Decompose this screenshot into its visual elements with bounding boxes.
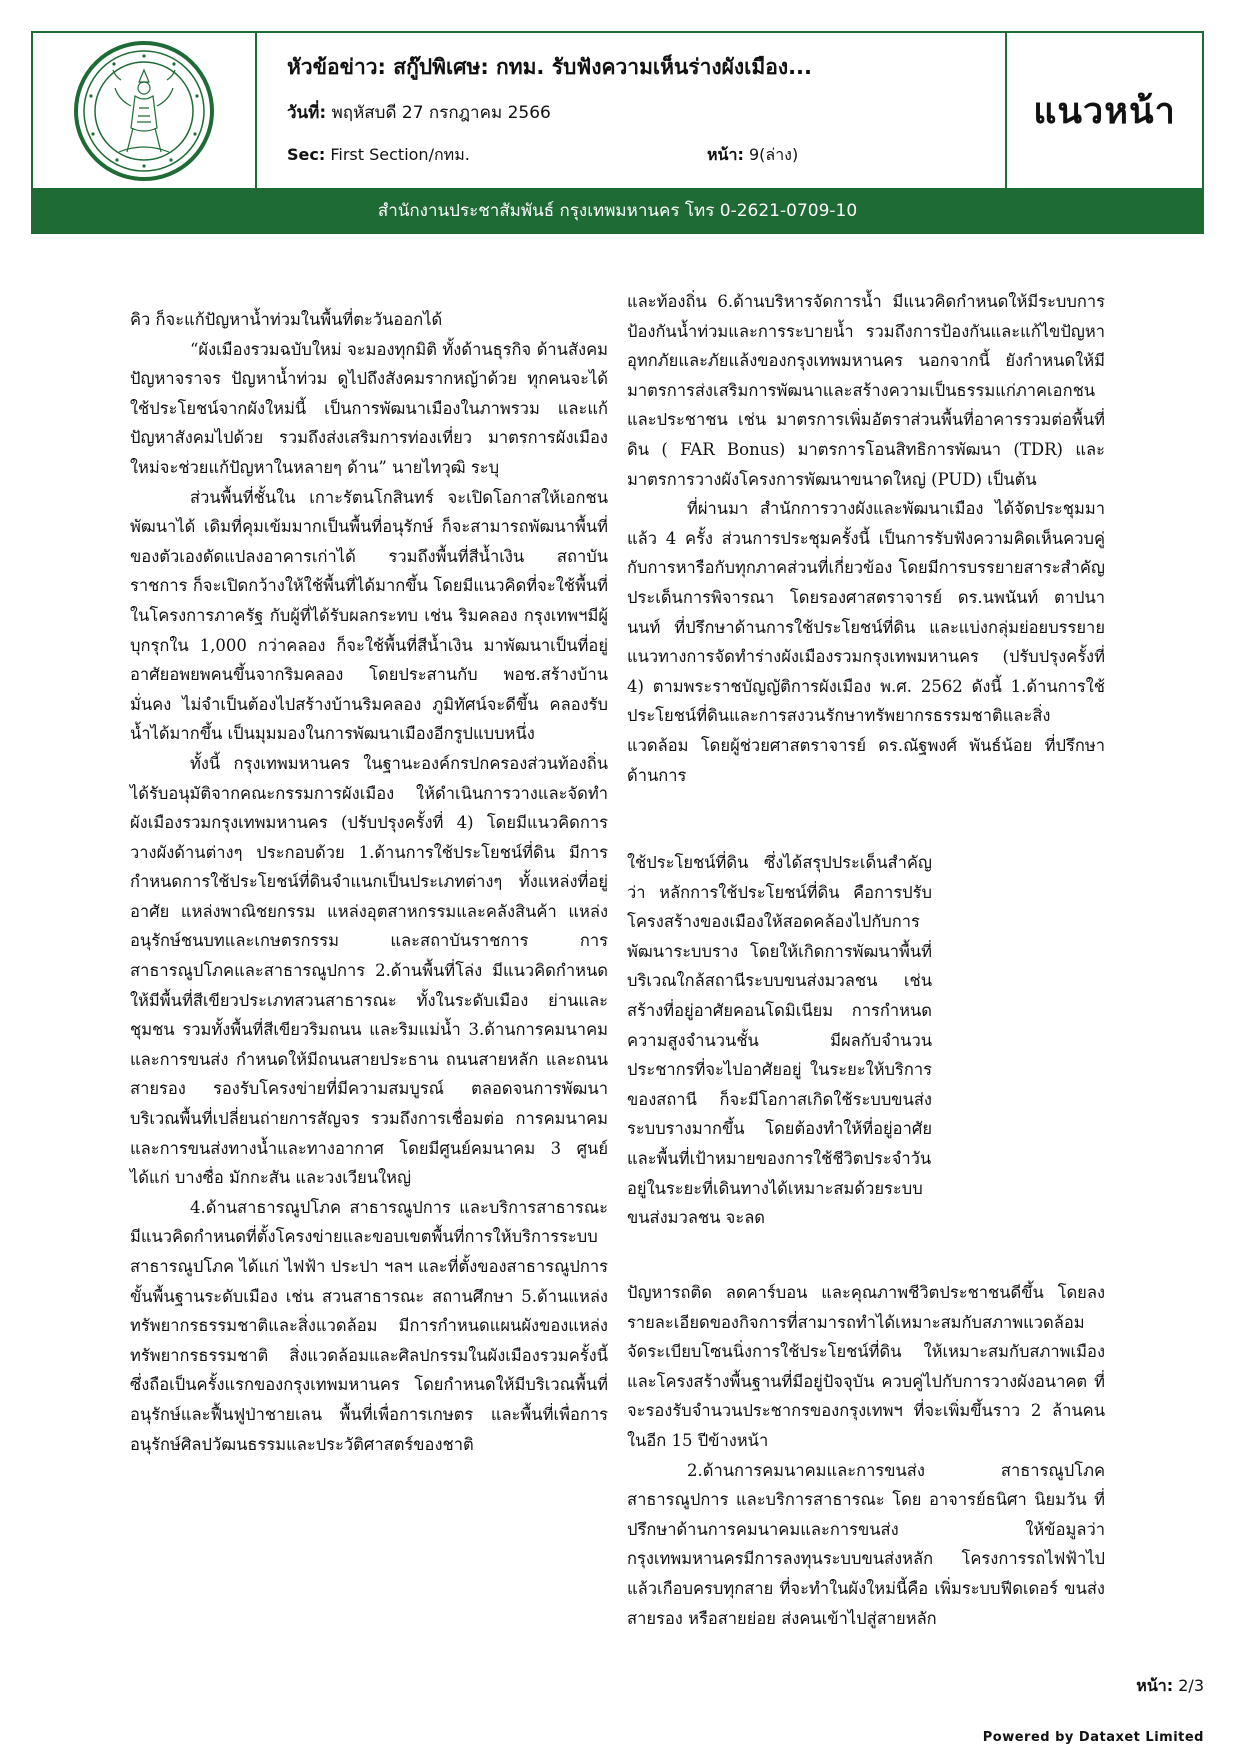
section-value: First Section/กทม.	[330, 145, 470, 164]
paragraph: ปัญหารถติด ลดคาร์บอน และคุณภาพชีวิตประชาชนดีขึ้น โดยลงรายละเอียดของกิจการที่สามารถทำได้เหมาะสมกับสภาพแวดล้อม จัดระเบียบโซนนิ่งการใช้ประโยชน์ที่ดิน ให้เหมาะสมกับสภาพเมืองและโครงสร้างพื้นฐานที่มีอยู่ปัจจุบัน ควบคู่ไปกับการวางผังอนาคต ที่จะรองรับจำนวนประชากรของกรุงเทพฯ ที่จะเพิ่มขึ้นราว 2 ล้านคน ในอีก 15 ปีข้างหน้า	[627, 1283, 1105, 1450]
headline	[287, 51, 812, 84]
paragraph: ทั้งนี้ กรุงเทพมหานคร ในฐานะองค์กรปกครองส่วนท้องถิ่น ได้รับอนุมัติจากคณะกรรมการผังเมือง ให้ดำเนินการวางและจัดทำผังเมืองรวมกรุงเทพมหานคร (ปรับปรุงครั้งที่ 4) โดยมีแนวคิดการวางผังด้านต่างๆ ประกอบด้วย 1.ด้านการใช้ประโยชน์ที่ดิน มีการกำหนดการใช้ประโยชน์ที่ดินจำแนกเป็นประเภทต่างๆ ทั้งแหล่งที่อยู่อาศัย แหล่งพาณิชยกรรม แหล่งอุตสาหกรรมและคลังสินค้า แหล่งอนุรักษ์ชนบทและเกษตรกรรม และสถาบันราชการ การสาธารณูปโภคและสาธารณูปการ 2.ด้านพื้นที่โล่ง มีแนวคิดกำหนดให้มีพื้นที่สีเขียวประเภทสวนสาธารณะ ทั้งในระดับเมือง ย่านและชุมชน รวมทั้งพื้นที่สีเขียวริมถนน และริมแม่น้ำ 3.ด้านการคมนาคมและการขนส่ง กำหนดให้มีถนนสายประธาน ถนนสายหลัก และถนนสายรอง รองรับโครงข่ายที่มีความสมบูรณ์ ตลอดจนการพัฒนาบริเวณพื้นที่เปลี่ยนถ่ายการสัญจร รวมถึงการเชื่อมต่อ การคมนาคมและการขนส่งทางน้ำและทางอากาศ โดยมีศูนย์คมนาคม 3 ศูนย์ ได้แก่ บางซื่อ มักกะสัน และวงเวียนใหญ่	[130, 753, 608, 1188]
office-text: สำนักงานประชาสัมพันธ์ กรุงเทพมหานคร โทร 0-2621-0709-10	[377, 200, 858, 221]
section-label: Sec:	[287, 145, 326, 164]
page-number-value: 2/3	[1178, 1676, 1204, 1695]
paragraph: ที่ผ่านมา สำนักการวางผังและพัฒนาเมือง ได้จัดประชุมมาแล้ว 4 ครั้ง ส่วนการประชุมครั้งนี้ เป็นการรับฟังความคิดเห็นควบคู่กับการหารือกับทุกภาคส่วนที่เกี่ยวข้อง โดยมีการบรรยายสาระสำคัญประเด็นการพิจารณา โดยรองศาสตราจารย์ ดร.นพนันท์ ตาปนานนท์ ที่ปรึกษาด้านการใช้ประโยชน์ที่ดิน และแบ่งกลุ่มย่อยบรรยายแนวทางการจัดทำร่างผังเมืองรวมกรุงเทพมหานคร (ปรับปรุงครั้งที่ 4) ตามพระราชบัญญัติการผังเมือง พ.ศ. 2562 ดังนี้ 1.ด้านการใช้ประโยชน์ที่ดินและการสงวนรักษาทรัพยากรธรรมชาติและสิ่งแวดล้อม โดยผู้ช่วยศาสตราจารย์ ดร.ณัฐพงศ์ พันธ์น้อย ที่ปรึกษาด้านการ	[627, 499, 1105, 785]
clipping-info	[257, 33, 1007, 188]
page-line	[707, 143, 798, 168]
page-label: หน้า:	[707, 145, 744, 164]
article-right-column-narrow	[627, 848, 932, 1233]
headline-text: สกู๊ปพิเศษ: กทม. รับฟังความเห็นร่างผังเมือง...	[393, 55, 813, 79]
paragraph: คิว ก็จะแก้ปัญหาน้ำท่วมในพื้นที่ตะวันออกได้	[130, 310, 443, 329]
paragraph: ส่วนพื้นที่ชั้นใน เกาะรัตนโกสินทร์ จะเปิดโอกาสให้เอกชนพัฒนาได้ เดิมที่คุมเข้มมากเป็นพื้นที่อนุรักษ์ ก็จะสามารถพัฒนาพื้นที่ของตัวเองดัดแปลงอาคารเก่าได้ รวมถึงพื้นที่สีน้ำเงิน สถาบันราชการ ก็จะเปิดกว้างให้ใช้พื้นที่ได้มากขึ้น โดยมีแนวคิดที่จะใช้พื้นที่ในโครงการภาครัฐ กับผู้ที่ได้รับผลกระทบ เช่น ริมคลอง กรุงเทพฯมีผู้บุกรุกใน 1,000 กว่าคลอง ก็จะใช้พื้นที่สีน้ำเงิน มาพัฒนาเป็นที่อยู่อาศัยอพยพคนขึ้นจากริมคลอง โดยประสานกับ พอช.สร้างบ้านมั่นคง ไม่จำเป็นต้องไปสร้างบ้านริมคลอง ภูมิทัศน์จะดีขึ้น คลองรับน้ำได้มากขึ้น เป็นมุมมองในการพัฒนาเมืองอีกรูปแบบหนึ่ง	[130, 487, 608, 744]
paragraph: ใช้ประโยชน์ที่ดิน ซึ่งได้สรุปประเด็นสำคัญว่า หลักการใช้ประโยชน์ที่ดิน คือการปรับโครงสร้างของเมืองให้สอดคล้องไปกับการพัฒนาระบบราง โดยให้เกิดการพัฒนาพื้นที่บริเวณใกล้สถานีระบบขนส่งมวลชน เช่น สร้างที่อยู่อาศัยคอนโดมิเนียม การกำหนดความสูงจำนวนชั้น มีผลกับจำนวนประชากรที่จะไปอาศัยอยู่ ในระยะให้บริการของสถานี ก็จะมีโอกาสเกิดใช้ระบบขนส่งระบบรางมากขึ้น โดยต้องทำให้ที่อยู่อาศัยและพื้นที่เป้าหมายของการใช้ชีวิตประจำวันอยู่ในระยะที่เดินทางได้เหมาะสมด้วยระบบขนส่งมวลชน จะลด	[627, 853, 932, 1228]
page-number	[1136, 1674, 1204, 1699]
paragraph: และท้องถิ่น 6.ด้านบริหารจัดการน้ำ มีแนวคิดกำหนดให้มีระบบการป้องกันน้ำท่วมและการระบายน้ำ รวมถึงการป้องกันและแก้ไขปัญหาอุทกภัยและภัยแล้งของกรุงเทพมหานคร นอกจากนี้ ยังกำหนดให้มีมาตรการส่งเสริมการพัฒนาและสร้างความเป็นธรรมแก่ภาคเอกชนและประชาชน เช่น มาตรการเพิ่มอัตราส่วนพื้นที่อาคารรวมต่อพื้นที่ดิน ( FAR Bonus) มาตรการโอนสิทธิการพัฒนา (TDR) และมาตรการวางผังโครงการพัฒนาขนาดใหญ่ (PUD) เป็นต้น	[627, 292, 1105, 489]
powered-by: Powered by Dataxet Limited	[982, 1730, 1204, 1745]
headline-label: หัวข้อข่าว:	[287, 55, 386, 79]
article-right-column-bottom	[627, 1278, 1105, 1633]
date-line	[287, 99, 551, 126]
office-bar	[33, 188, 1202, 232]
article-right-column-top	[627, 287, 1105, 790]
paragraph: 4.ด้านสาธารณูปโภค สาธารณูปการ และบริการสาธารณะ มีแนวคิดกำหนดที่ตั้งโครงข่ายและขอบเขตพื้นที่การให้บริการระบบสาธารณูปโภค ได้แก่ ไฟฟ้า ประปา ฯลฯ และที่ตั้งของสาธารณูปการขั้นพื้นฐานระดับเมือง เช่น สวนสาธารณะ สถานศึกษา 5.ด้านแหล่งทรัพยากรธรรมชาติและสิ่งแวดล้อม มีการกำหนดแผนผังของแหล่งทรัพยากรธรรมชาติ สิ่งแวดล้อมและศิลปกรรมในผังเมืองรวมครั้งนี้ ซึ่งถือเป็นครั้งแรกของกรุงเทพมหานคร โดยกำหนดให้มีบริเวณพื้นที่อนุรักษ์และฟื้นฟูป่าชายเลน พื้นที่เพื่อการเกษตร และพื้นที่เพื่อการอนุรักษ์ศิลปวัฒนธรรมและประวัติศาสตร์ของชาติ	[130, 1197, 608, 1454]
section-line	[287, 143, 470, 168]
clipping-header	[31, 31, 1204, 234]
paragraph: 2.ด้านการคมนาคมและการขนส่ง สาธารณูปโภค สาธารณูปการ และบริการสาธารณะ โดย อาจารย์ธนิศา นิยมวัน ที่ปรึกษาด้านการคมนาคมและการขนส่ง ให้ข้อมูลว่า กรุงเทพมหานครมีการลงทุนระบบขนส่งหลัก โครงการรถไฟฟ้าไปแล้วเกือบครบทุกสาย ที่จะทำในผังใหม่นี้คือ เพิ่มระบบฟีดเดอร์ ขนส่งสายรอง หรือสายย่อย ส่งคนเข้าไปสู่สายหลัก	[627, 1460, 1105, 1628]
page-value: 9(ล่าง)	[748, 145, 799, 164]
publication-name: แนวหน้า	[1033, 91, 1176, 132]
date-value: พฤหัสบดี 27 กรกฎาคม 2566	[331, 103, 551, 123]
article-left-column	[130, 305, 608, 1459]
bangkok-seal-icon	[69, 36, 219, 186]
publication-box	[1007, 33, 1202, 188]
page-number-label: หน้า:	[1136, 1676, 1174, 1695]
paragraph: “ผังเมืองรวมฉบับใหม่ จะมองทุกมิติ ทั้งด้านธุรกิจ ด้านสังคม ปัญหาจราจร ปัญหาน้ำท่วม ดูไปถึงสังคมรากหญ้าด้วย ทุกคนจะได้ใช้ประโยชน์จากผังใหม่นี้ เป็นการพัฒนาเมืองในภาพรวม และแก้ปัญหาสังคมไปด้วย รวมถึงส่งเสริมการท่องเที่ยว มาตรการผังเมืองใหม่จะช่วยแก้ปัญหาในหลายๆ ด้าน” นายไทวุฒิ ระบุ	[130, 339, 608, 477]
logo-box	[33, 33, 257, 188]
date-label: วันที่:	[287, 103, 327, 123]
